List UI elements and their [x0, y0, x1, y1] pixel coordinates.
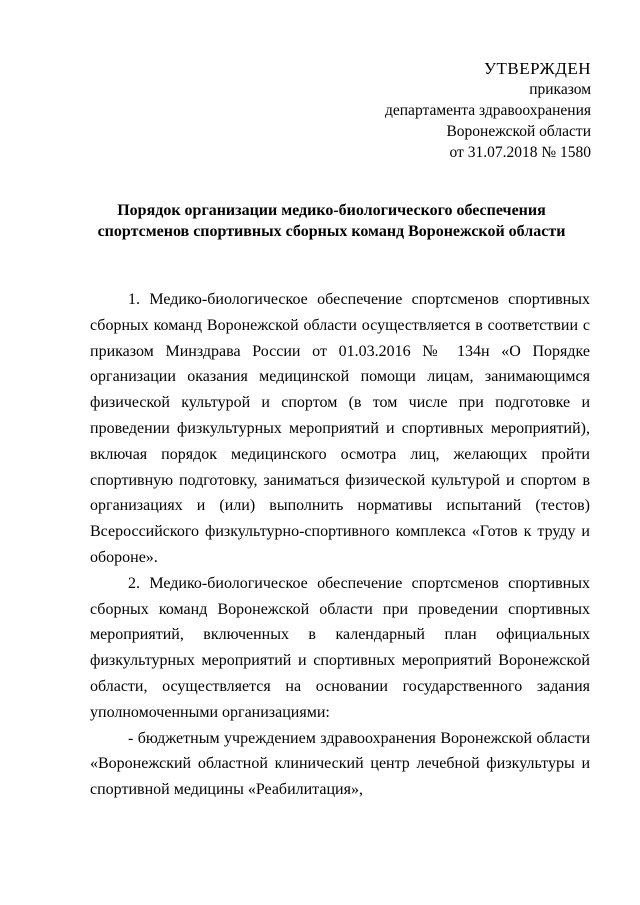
paragraph-2: 2. Медико-биологическое обеспечение спортсменов спортивных сборных команд Воронежской области при проведении спортивных мероприятий, включенных в календарный план официальных физкультурных мероприятий и спортивных мероприятий Воронежской области, осуществляется на основании государственного задания уполномоченными организациями:: [90, 574, 590, 721]
approval-block: [385, 58, 591, 163]
approval-line-date-number: от 31.07.2018 № 1580: [449, 144, 591, 161]
document-body: [90, 287, 590, 803]
approval-stamp: УТВЕРЖДЕН: [484, 59, 591, 78]
paragraph-1: 1. Медико-биологическое обеспечение спортсменов спортивных сборных команд Воронежской области осуществляется в соответствии с приказом Минздрава России от 01.03.2016 № 134н «О Порядке организации оказания медицинской помощи лицам, занимающимся физической культурой и спортом (в том числе при подготовке и проведении физкультурных мероприятий и спортивных мероприятий), включая порядок медицинского осмотра лиц, желающих пройти спортивную подготовку, заниматься физической культурой и спортом в организациях и (или) выполнить нормативы испытаний (тестов) Всероссийского физкультурно-спортивного комплекса «Готов к труду и обороне».: [90, 291, 590, 566]
approval-line-order: приказом: [529, 81, 591, 98]
approval-line-department: департамента здравоохранения: [385, 102, 591, 119]
document-title: [70, 200, 593, 242]
paragraph-list-item: - бюджетным учреждением здравоохранения Воронежской области «Воронежский областной клинический центр лечебной физкультуры и спортивной медицины «Реабилитация»,: [90, 729, 590, 799]
document-title-line-2: спортсменов спортивных сборных команд Воронежской области: [97, 223, 566, 240]
document-title-line-1: Порядок организации медико-биологического обеспечения: [117, 202, 546, 219]
approval-line-region: Воронежской области: [446, 123, 591, 140]
